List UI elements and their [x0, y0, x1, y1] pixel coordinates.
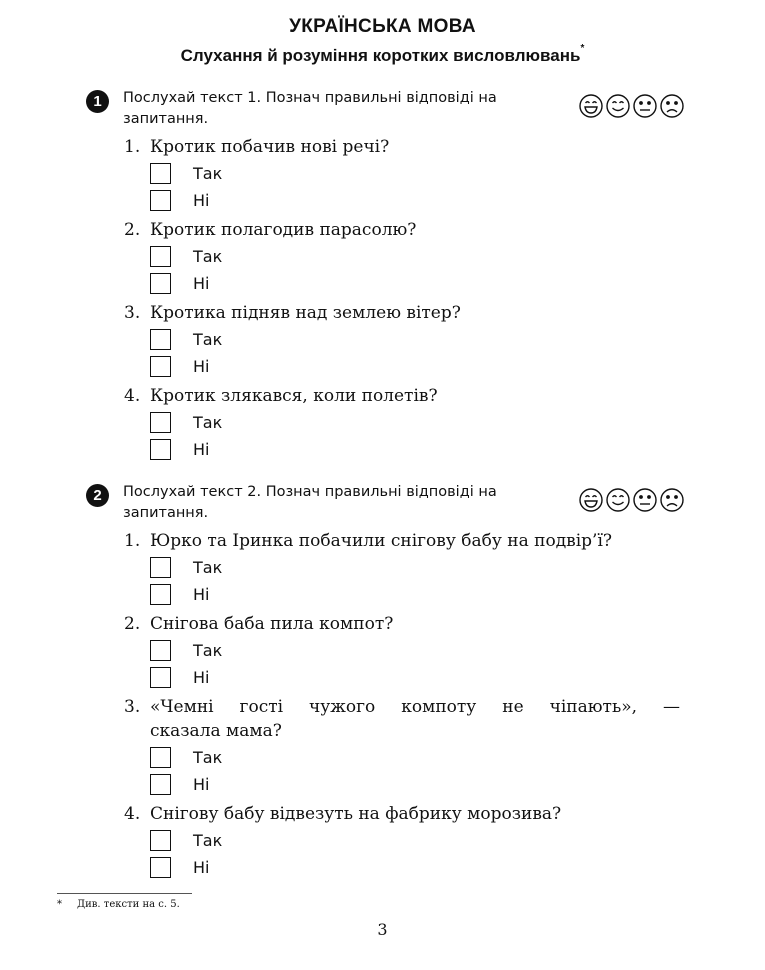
self-assessment-faces [578, 487, 688, 513]
answer-label: Ні [193, 440, 210, 459]
question-text: Снігову бабу відвезуть на фабрику морозива? [150, 804, 562, 824]
question-text: Юрко та Іринка побачили снігову бабу на подвір’ї? [150, 531, 613, 551]
section-title-text: Слухання й розуміння коротких висловлювань [180, 46, 581, 65]
answer-checkbox[interactable] [150, 830, 171, 851]
question [124, 135, 389, 159]
question-text: «Чемні гості чужого компоту не чіпають», — [150, 697, 680, 717]
answer-label: Так [193, 164, 223, 183]
answer-label: Ні [193, 775, 210, 794]
sad-face-icon[interactable] [661, 95, 683, 117]
self-assessment-faces [578, 93, 688, 119]
answer-label: Так [193, 413, 223, 432]
answer-label: Так [193, 558, 223, 577]
answer-label: Ні [193, 191, 210, 210]
answer-label: Ні [193, 357, 210, 376]
neutral-face-icon[interactable] [634, 489, 656, 511]
question-number: 2. [124, 614, 141, 634]
answer-label: Так [193, 330, 223, 349]
answer-checkbox[interactable] [150, 412, 171, 433]
question-text-continued: сказала мама? [150, 721, 282, 741]
question-number: 2. [124, 220, 141, 240]
task-instruction [123, 88, 573, 130]
question-number: 1. [124, 531, 141, 551]
question-number: 4. [124, 804, 141, 824]
task-number-badge: 2 [86, 484, 109, 507]
answer-checkbox[interactable] [150, 774, 171, 795]
answer-checkbox[interactable] [150, 747, 171, 768]
answer-checkbox[interactable] [150, 329, 171, 350]
question-text: Кротик побачив нові речі? [150, 137, 390, 157]
question-text: Кротик злякався, коли полетів? [150, 386, 438, 406]
question [124, 529, 612, 553]
answer-label: Так [193, 748, 223, 767]
smiling-face-icon[interactable] [607, 95, 629, 117]
smiling-face-icon[interactable] [607, 489, 629, 511]
question [124, 695, 680, 743]
answer-label: Ні [193, 668, 210, 687]
answer-checkbox[interactable] [150, 439, 171, 460]
task-instruction [123, 482, 573, 524]
answer-label: Ні [193, 274, 210, 293]
section-title [0, 43, 765, 66]
answer-checkbox[interactable] [150, 246, 171, 267]
answer-checkbox[interactable] [150, 640, 171, 661]
question-number: 3. [124, 697, 141, 717]
question [124, 802, 561, 826]
footnote-marker: * [580, 43, 585, 54]
question-number: 1. [124, 137, 141, 157]
answer-label: Так [193, 831, 223, 850]
question-number: 4. [124, 386, 141, 406]
answer-checkbox[interactable] [150, 190, 171, 211]
footnote-text: Див. тексти на с. 5. [77, 899, 180, 910]
question-text: Кротик полагодив парасолю? [150, 220, 417, 240]
sad-face-icon[interactable] [661, 489, 683, 511]
answer-label: Ні [193, 858, 210, 877]
footnote-marker: * [57, 899, 62, 910]
answer-checkbox[interactable] [150, 857, 171, 878]
answer-checkbox[interactable] [150, 163, 171, 184]
question [124, 301, 461, 325]
answer-label: Ні [193, 585, 210, 604]
question-number: 3. [124, 303, 141, 323]
answer-checkbox[interactable] [150, 584, 171, 605]
laughing-face-icon[interactable] [580, 95, 602, 117]
question-text: Кротика підняв над землею вітер? [150, 303, 461, 323]
instruction-line: запитання. [123, 111, 209, 127]
answer-checkbox[interactable] [150, 557, 171, 578]
page-title: УКРАЇНСЬКА МОВА [289, 16, 476, 37]
task-number-badge: 1 [86, 90, 109, 113]
question-text: Снігова баба пила компот? [150, 614, 394, 634]
page-number: 3 [377, 920, 388, 939]
question [124, 612, 393, 636]
answer-label: Так [193, 641, 223, 660]
answer-checkbox[interactable] [150, 667, 171, 688]
neutral-face-icon[interactable] [634, 95, 656, 117]
footnote-divider [57, 893, 192, 894]
answer-label: Так [193, 247, 223, 266]
question [124, 384, 438, 408]
instruction-line: Послухай текст 1. Познач правильні відповіді на [123, 90, 497, 106]
instruction-line: Послухай текст 2. Познач правильні відповіді на [123, 484, 497, 500]
instruction-line: запитання. [123, 505, 209, 521]
laughing-face-icon[interactable] [580, 489, 602, 511]
question [124, 218, 416, 242]
answer-checkbox[interactable] [150, 273, 171, 294]
footnote [57, 899, 180, 910]
answer-checkbox[interactable] [150, 356, 171, 377]
